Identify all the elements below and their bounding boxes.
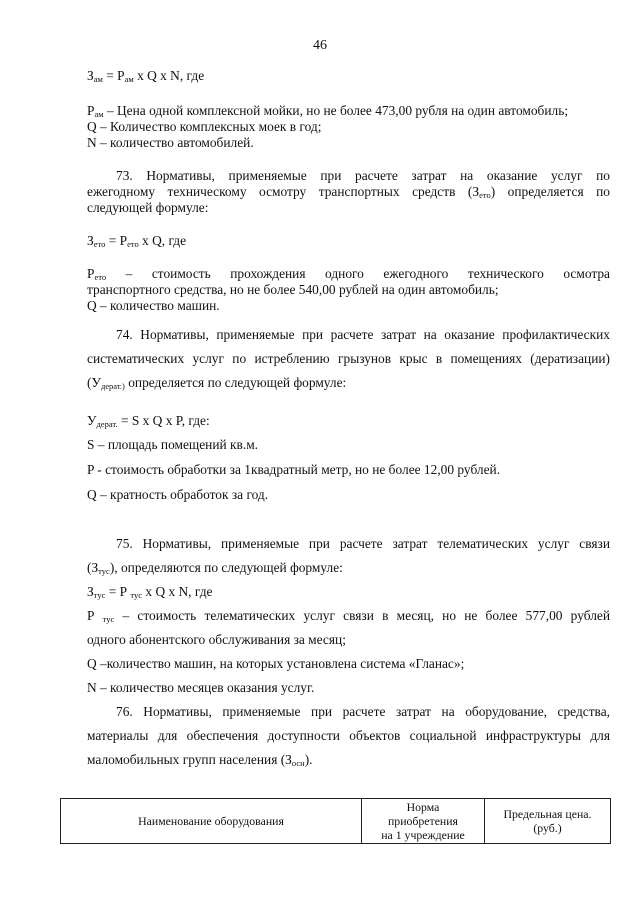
definition-n: N – количество автомобилей. xyxy=(87,135,254,150)
paragraph-76-line2: материалы для обеспечения доступности объектов социальной инфраструктуры для xyxy=(87,728,610,743)
paragraph-76-line3: маломобильных групп населения $(З_{осн})$. xyxy=(87,752,313,768)
definition-q: Q – количество машин. xyxy=(87,298,220,313)
definition-peto-line1: $Р_{ето}$ – стоимость прохождения одного ежегодного технического осмотра xyxy=(87,266,610,282)
header-max-price: Предельная цена. (руб.) xyxy=(485,799,611,844)
paragraph-74-line1: 74. Нормативы, применяемые при расчете затрат на оказание профилактических xyxy=(116,327,610,342)
definition-pam: $Р_{ам}$ – Цена одной комплексной мойки, но не более 473,00 рубля на один автомобиль; xyxy=(87,103,569,119)
header-equipment-name: Наименование оборудования xyxy=(61,799,362,844)
definition-q: Q – кратность обработок за год. xyxy=(87,487,269,502)
definition-p: P - стоимость обработки за 1квадратный метр, но не более 12,00 рублей. xyxy=(87,462,501,477)
paragraph-74-line3: ($У_{дерат.)}$ определяется по следующей формуле: xyxy=(87,375,347,391)
paragraph-76-line1: 76. Нормативы, применяемые при расчете затрат на оборудование, средства, xyxy=(116,704,610,719)
formula-zeto: $З_{ето} = Р_{ето}$ х Q, где xyxy=(87,233,187,249)
definition-ptus-line1: Р $_{тус}$ – стоимость телематических услуг связи в месяц, но не более 577,00 рублей xyxy=(87,608,610,624)
formula-zam: $З_{ам} = Р_{ам}$ х Q х N, где xyxy=(87,68,205,84)
paragraph-73-line2: ежегодному техническому осмотру транспортных средств $(З_{ето})$ определяется по xyxy=(87,184,610,200)
paragraph-73-line1: 73. Нормативы, применяемые при расчете затрат на оказание услуг по xyxy=(116,168,610,183)
paragraph-74-line2: систематических услуг по истреблению грызунов крыс в помещениях (дератизации) xyxy=(87,351,610,366)
equipment-table xyxy=(60,798,611,844)
paragraph-75-line2: $(З_{тус})$, определяются по следующей формуле: xyxy=(87,560,343,576)
page-number: 46 xyxy=(313,38,327,53)
definition-q: Q – Количество комплексных моек в год; xyxy=(87,119,322,134)
definition-n: N – количество месяцев оказания услуг. xyxy=(87,680,315,695)
definition-peto-line2: транспортного средства, но не более 540,00 рублей на один автомобиль; xyxy=(87,282,499,297)
table-header-row xyxy=(61,799,611,844)
header-norm: Норма приобретения на 1 учреждение xyxy=(362,799,485,844)
paragraph-75-line1: 75. Нормативы, применяемые при расчете затрат телематических услуг связи xyxy=(116,536,610,551)
definition-q: Q –количество машин, на которых установлена система «Гланас»; xyxy=(87,656,465,671)
formula-ztus: $З_{тус} = Р$ $_{тус}$ х Q х N, где xyxy=(87,584,213,600)
definition-s: S – площадь помещений кв.м. xyxy=(87,437,259,452)
paragraph-73-line3: следующей формуле: xyxy=(87,200,209,215)
definition-ptus-line2: одного абонентского обслуживания за месяц; xyxy=(87,632,346,647)
formula-uderat: $У_{дерат.} = S$ х Q х P, где: xyxy=(87,413,210,429)
